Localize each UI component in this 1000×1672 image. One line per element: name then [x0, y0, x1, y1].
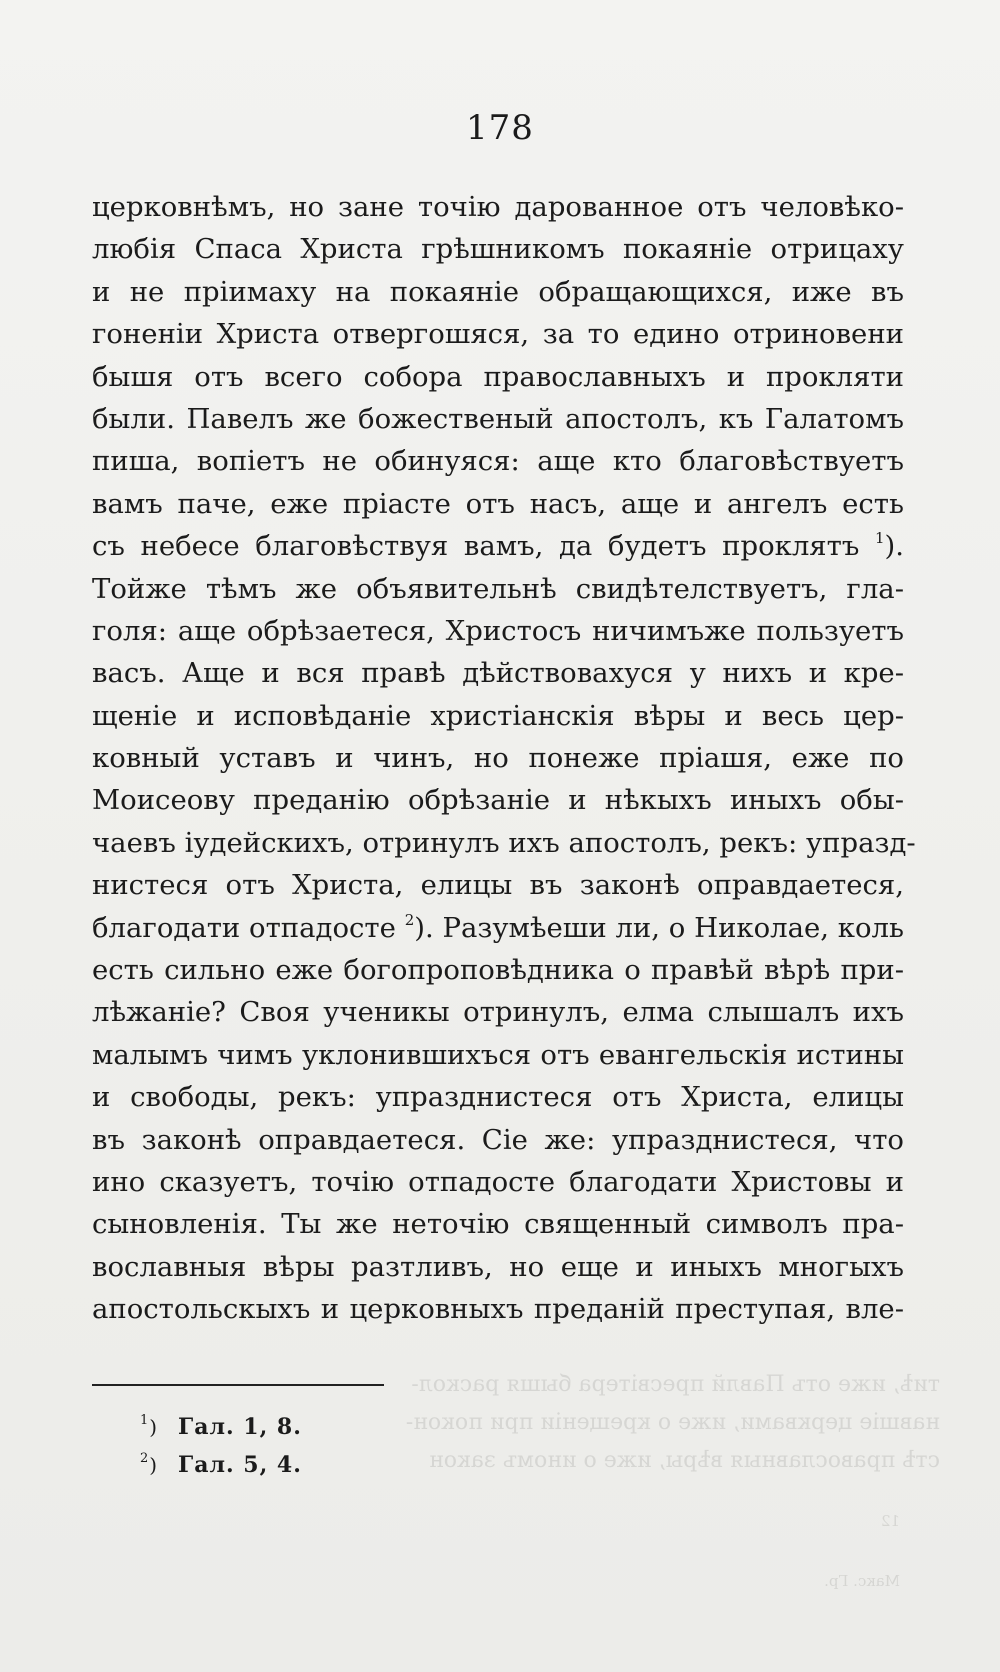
bleed-imprint: Макс. Гр. [824, 1572, 900, 1590]
text-line: щеніе и исповѣданіе христіанскія вѣры и весь цер- [92, 699, 904, 732]
text-line: церковнѣмъ, но зане точію дарованное отъ человѣко- [92, 191, 904, 223]
bleed-through-text [405, 1366, 940, 1600]
footnote-ref-2[interactable]: 2 [404, 910, 415, 929]
text-line: ковный уставъ и чинъ, но понеже пріашя, еже по [92, 742, 904, 775]
footnote-2 [140, 1446, 302, 1484]
footnote-text: Гал. 1, 8. [178, 1414, 302, 1440]
text-line-with-footnote-ref [92, 525, 904, 567]
text-line: лѣжаніе? Своя ученикы отринулъ, елма слышалъ ихъ [92, 996, 904, 1029]
text-line: любія Спаса Христа грѣшникомъ покаяніе отрицаху [92, 233, 904, 266]
text-segment: благодати отпадосте [92, 911, 396, 944]
footnote-ref-1[interactable]: 1 [874, 529, 885, 548]
footnotes [140, 1408, 302, 1484]
text-segment: ). Разумѣеши ли, о Николае, коль [414, 911, 904, 944]
text-line: вамъ паче, еже пріасте отъ насъ, аще и ангелъ есть [92, 487, 904, 520]
text-segment: съ небесе благовѣствуя вамъ, да будетъ проклятъ [92, 530, 860, 563]
text-line: нистеся отъ Христа, елицы въ законѣ оправдаетеся, [92, 869, 904, 902]
footnote-marker: $^2$) [140, 1451, 159, 1477]
text-line: въ законѣ оправдаетеся. Сіе же: упразднистеся, что [92, 1123, 904, 1156]
page-number: 178 [466, 108, 534, 148]
bleed-line: тиѣ, иже отъ Павлй пресвітера бышя раскол- [411, 1372, 940, 1397]
text-line: и не пріимаху на покаяніе обращающихся, иже въ [92, 275, 904, 308]
text-line: есть сильно еже богопроповѣдника о правѣй вѣрѣ при- [92, 954, 904, 987]
text-line: чаевъ іудейскихъ, отринулъ ихъ апостолъ, рекъ: упразд- [92, 826, 916, 859]
text-line-with-footnote-ref [92, 907, 904, 949]
text-line: гоненіи Христа отвергошяся, за то едино отриновени [92, 318, 904, 351]
footnote-divider [92, 1384, 384, 1386]
text-line: голя: аще обрѣзаетеся, Христосъ ничимъже пользуетъ [92, 614, 904, 647]
text-line: сыновленія. Ты же неточію священный символъ пра- [92, 1208, 904, 1241]
body-text [92, 186, 916, 1331]
bleed-line: навшіе церквами, иже о крещеніи при покон- [405, 1410, 940, 1435]
text-line: Тойже тѣмъ же объявительнѣ свидѣтелствуетъ, гла- [92, 572, 904, 605]
ref-close: ). [884, 530, 904, 563]
text-line: апостольскыхъ и церковныхъ преданій преступая, вле- [92, 1293, 904, 1326]
footnote-marker: $^1$) [140, 1413, 159, 1439]
footnote-text: Гал. 5, 4. [178, 1452, 302, 1478]
text-line: малымъ чимъ уклонившихъся отъ евангельскія истины [92, 1038, 904, 1071]
text-line: ино сказуетъ, точію отпадосте благодати Христовы и [92, 1165, 904, 1198]
bleed-line: стѣ православныя вѣры, иже о иномъ закон [429, 1448, 940, 1473]
text-line: васъ. Аще и вся правѣ дѣйствовахуся у нихъ и кре- [92, 657, 904, 690]
text-line: и свободы, рекъ: упразднистеся отъ Христа, елицы [92, 1081, 904, 1114]
bleed-signature: 12 [880, 1512, 900, 1530]
footnote-1 [140, 1408, 302, 1446]
text-line: бышя отъ всего собора православныхъ и прокляти [92, 360, 904, 393]
text-line: пиша, вопіетъ не обинуяся: аще кто благовѣствуетъ [92, 445, 904, 478]
text-line: были. Павелъ же божественый апостолъ, къ Галатомъ [92, 402, 904, 435]
text-line: вославныя вѣры разтливъ, но еще и иныхъ многыхъ [92, 1250, 904, 1283]
text-line: Моисеову преданію обрѣзаніе и нѣкыхъ иныхъ обы- [92, 784, 904, 817]
